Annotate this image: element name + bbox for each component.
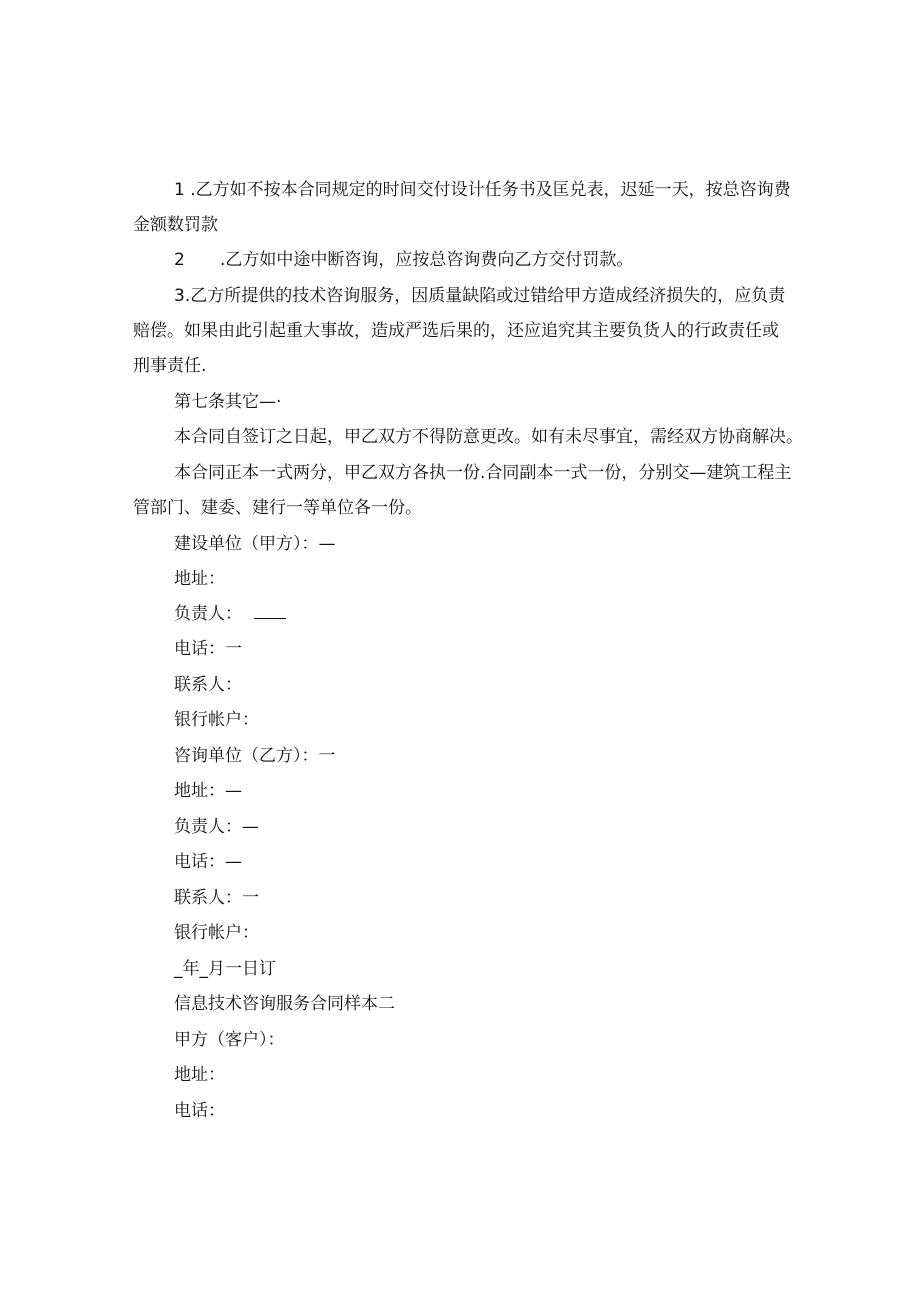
party-a-address: 地址：	[174, 569, 225, 589]
clause-1: 1 .乙方如不按本合同规定的时间交付设计任务书及匡兑表，迟延一天，按总咨询费金额数罚款	[133, 180, 791, 235]
article-7-paragraph-1: 本合同自签订之日起，甲乙双方不得防意更改。如有未尽事宜，需经双方协商解决。	[174, 427, 803, 447]
sample-2-phone: 电话：	[174, 1101, 225, 1121]
party-b-phone: 电话：—	[174, 852, 242, 872]
sample-2-title: 信息技术咨询服务合同样本二	[174, 994, 395, 1014]
article-7-heading: 第七条其它—·	[174, 392, 282, 412]
signature-blank	[254, 604, 286, 619]
party-a-contact: 联系人：	[174, 675, 242, 695]
party-b-person: 负责人：—	[174, 817, 259, 837]
date-line: _年_月一日订	[174, 959, 276, 979]
party-b-bank: 银行帐户：	[174, 923, 259, 943]
clause-3: 3.乙方所提供的技术咨询服务，因质量缺陷或过错给甲方造成经济损失的，应负责赔偿。如果由此引起重大事故，造成严选后果的，还应追究其主要负货人的行政责任或刑事责任.	[133, 286, 786, 376]
party-a-unit: 建设单位（甲方）：—	[174, 534, 336, 554]
party-a-bank: 银行帐户：	[174, 710, 259, 730]
party-b-contact: 联系人：一	[174, 888, 259, 908]
clause-2-text: .乙方如中途中断咨询，应按总咨询费向乙方交付罚款。	[220, 250, 634, 270]
article-7-paragraph-2: 本合同正本一式两分，甲乙双方各执一份.合同副本一式一份，分别交—建筑工程主管部门、建委、建行一等单位各一份。	[133, 463, 792, 518]
party-a-phone: 电话：一	[174, 639, 242, 659]
party-a-person-label: 负责人：	[174, 604, 242, 624]
clause-2-number: 2	[174, 250, 185, 270]
sample-2-party-a: 甲方（客户）：	[174, 1030, 285, 1050]
party-b-address: 地址：—	[174, 781, 242, 801]
sample-2-address: 地址：	[174, 1065, 225, 1085]
party-b-unit: 咨询单位（乙方）：一	[174, 746, 336, 766]
party-a-person	[174, 597, 286, 632]
clause-2	[174, 243, 633, 278]
